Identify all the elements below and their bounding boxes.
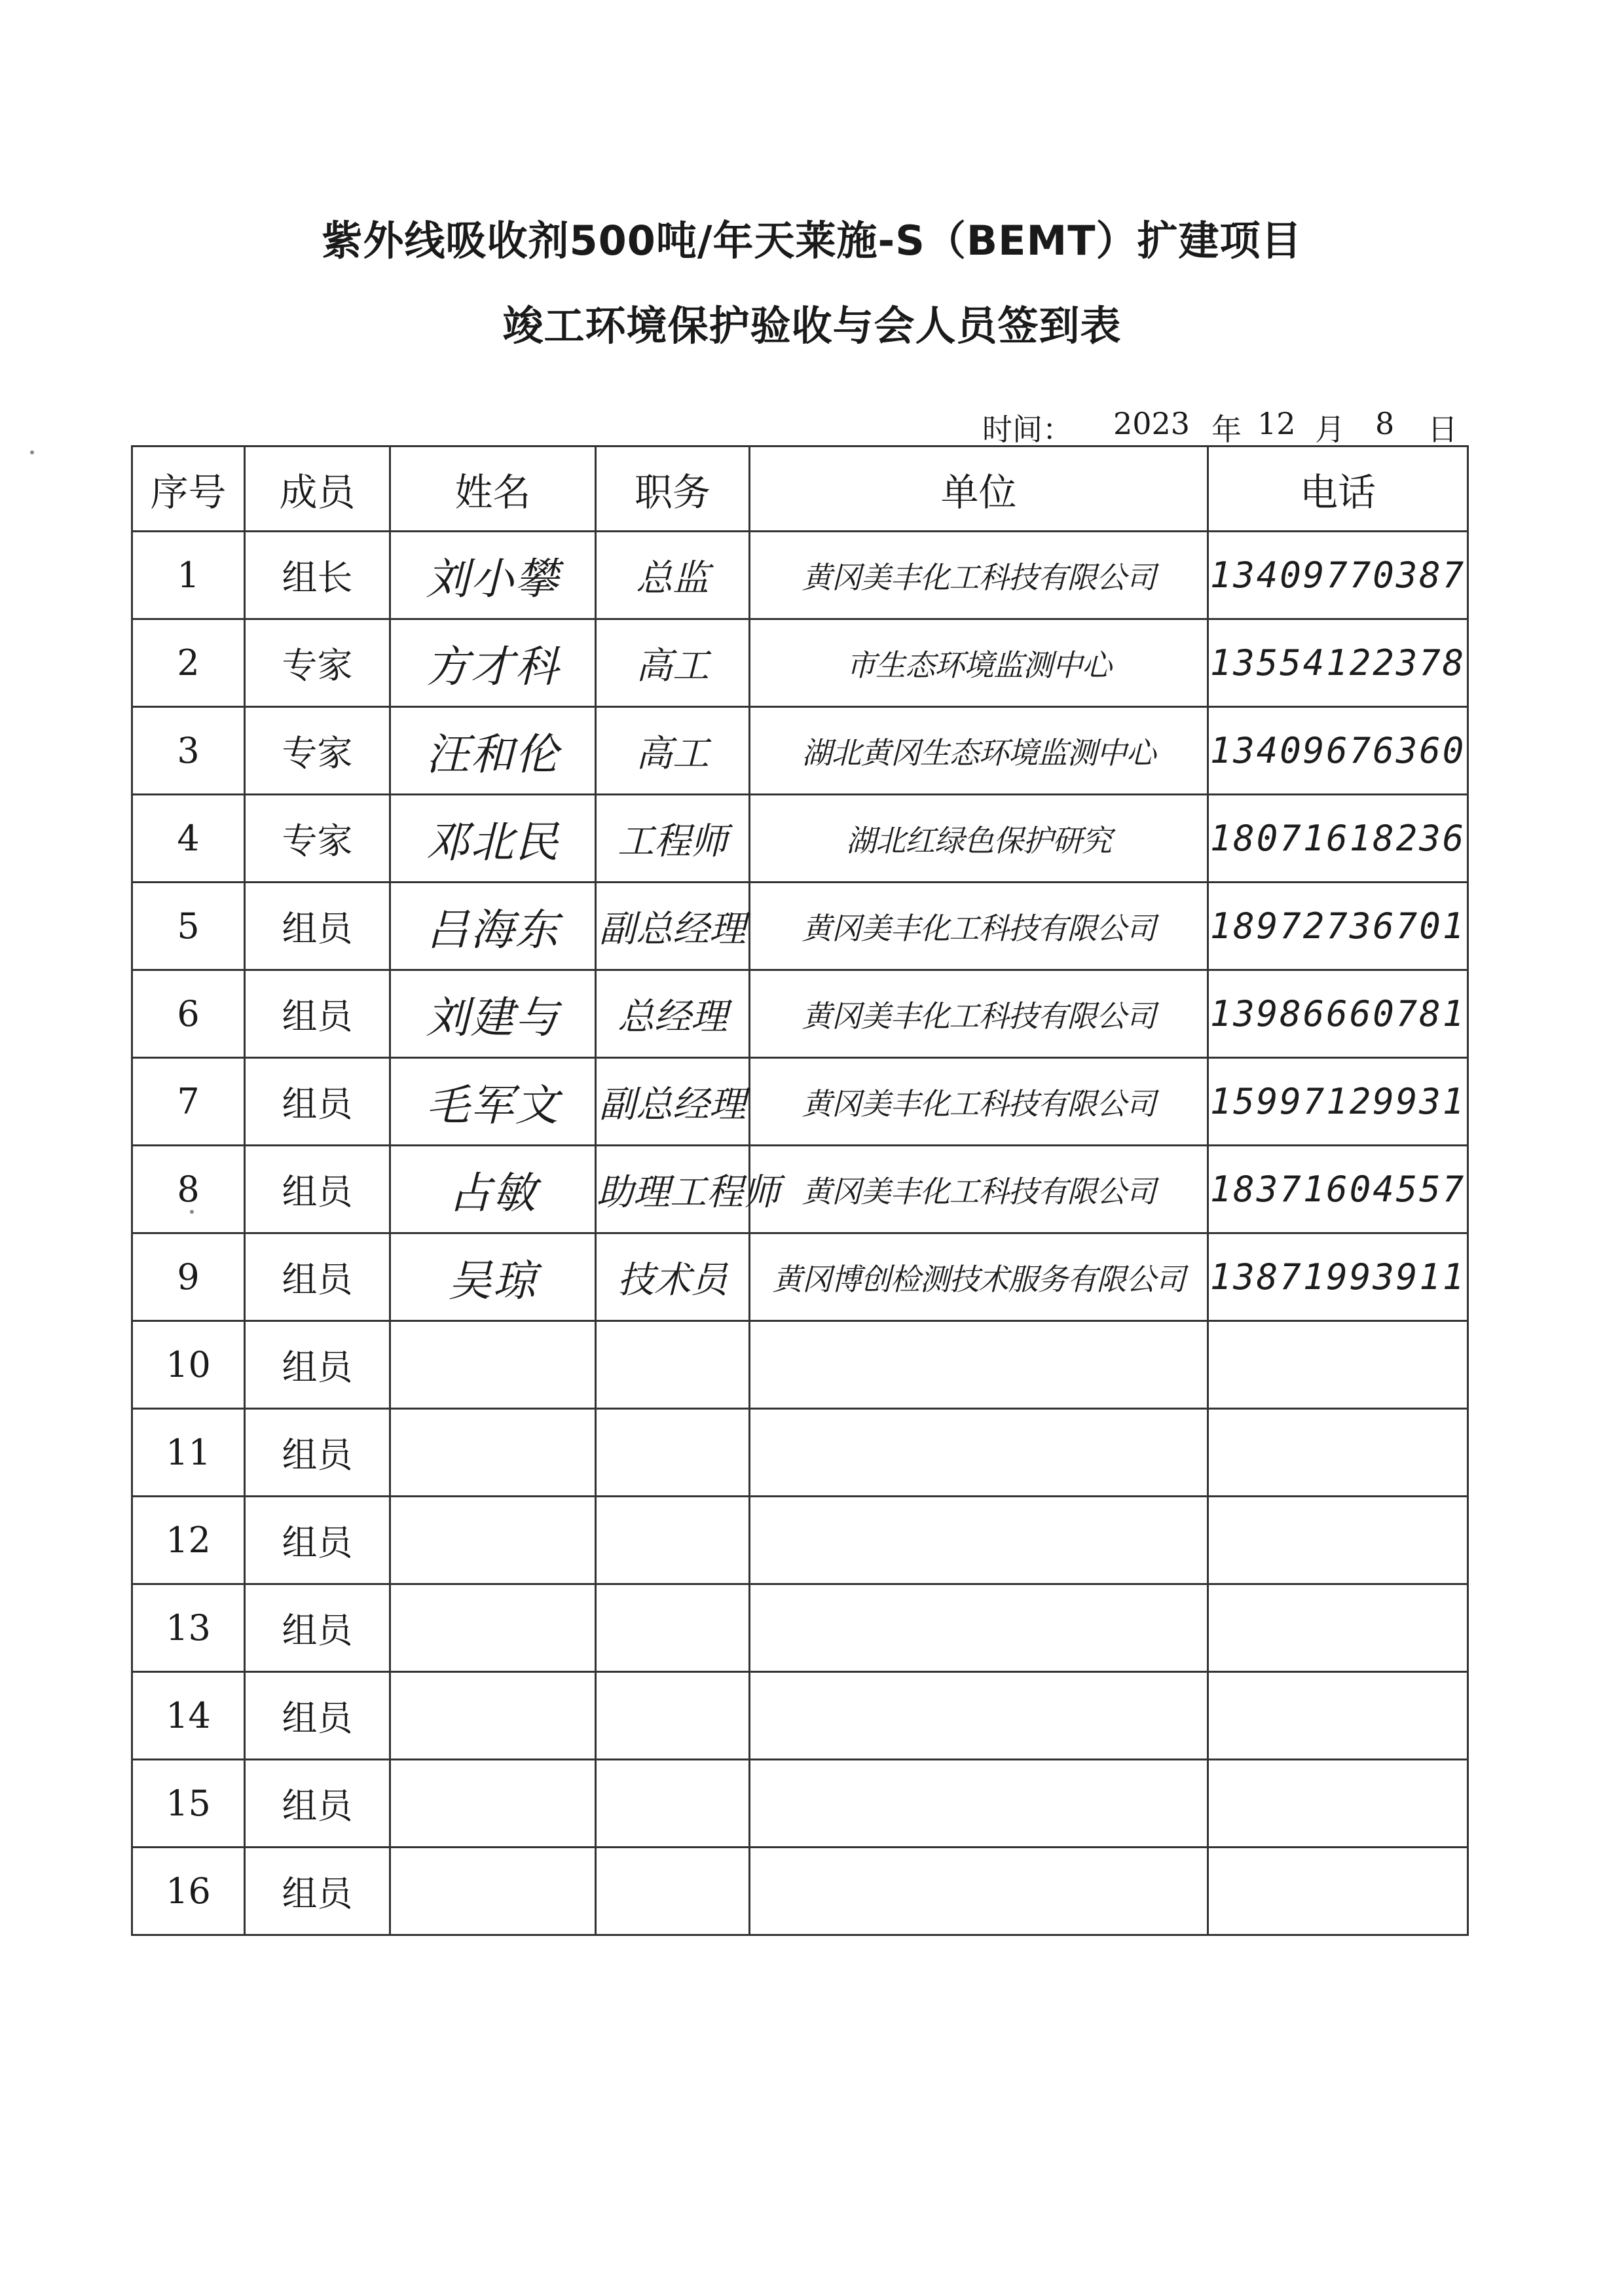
date-line [982,406,1467,445]
table-row [132,1760,1468,1848]
row-role: 专家 [245,707,390,795]
table-row [132,1584,1468,1672]
row-phone [1208,1848,1468,1935]
row-position [596,1848,750,1935]
row-index: 12 [132,1497,245,1584]
table-row [132,1497,1468,1584]
date-label: 时间： [982,412,1073,447]
row-phone: 18371604557 [1208,1146,1468,1233]
row-phone [1208,1760,1468,1848]
row-phone: 13554122378 [1208,619,1468,707]
row-name: 邓北民 [390,795,596,883]
row-index: 5 [132,883,245,970]
row-name: 毛军文 [390,1058,596,1146]
row-phone [1208,1497,1468,1584]
row-position: 工程师 [596,795,750,883]
table-row [132,1321,1468,1409]
row-unit: 黄冈美丰化工科技有限公司 [750,1146,1208,1233]
row-role: 组员 [245,970,390,1058]
document-subtitle: 竣工环境保护验收与会人员签到表 [502,302,1122,350]
row-name: 汪和伦 [390,707,596,795]
row-role: 组员 [245,1760,390,1848]
row-unit: 黄冈美丰化工科技有限公司 [750,883,1208,970]
row-index: 1 [132,532,245,619]
table-row [132,619,1468,707]
table-row [132,707,1468,795]
table-row [132,883,1468,970]
row-name [390,1848,596,1935]
row-unit: 湖北黄冈生态环境监测中心 [750,707,1208,795]
row-unit: 黄冈美丰化工科技有限公司 [750,970,1208,1058]
row-role: 组员 [245,1848,390,1935]
row-index: 9 [132,1233,245,1321]
row-position [596,1497,750,1584]
row-unit: 市生态环境监测中心 [750,619,1208,707]
row-role: 组员 [245,1497,390,1584]
row-name [390,1760,596,1848]
table-row [132,795,1468,883]
row-phone [1208,1672,1468,1760]
row-index: 14 [132,1672,245,1760]
scan-speck [30,450,34,454]
row-unit [750,1409,1208,1497]
row-position: 技术员 [596,1233,750,1321]
row-position: 副总经理 [596,1058,750,1146]
scan-speck [190,1210,194,1214]
row-name: 吕海东 [390,883,596,970]
row-unit [750,1321,1208,1409]
row-phone: 15997129931 [1208,1058,1468,1146]
date-month: 12 [1257,406,1296,441]
row-position: 总监 [596,532,750,619]
table-row [132,532,1468,619]
row-name [390,1497,596,1584]
row-index: 10 [132,1321,245,1409]
row-position: 助理工程师 [596,1146,750,1233]
row-name [390,1321,596,1409]
table-row [132,1146,1468,1233]
row-name: 刘建与 [390,970,596,1058]
row-phone: 18071618236 [1208,795,1468,883]
row-unit: 黄冈美丰化工科技有限公司 [750,532,1208,619]
row-position [596,1409,750,1497]
row-index: 15 [132,1760,245,1848]
row-role: 组员 [245,883,390,970]
row-position [596,1760,750,1848]
row-position [596,1321,750,1409]
row-unit [750,1497,1208,1584]
row-name: 占敏 [390,1146,596,1233]
date-day-unit: 日 [1428,412,1458,447]
row-position [596,1584,750,1672]
row-phone [1208,1321,1468,1409]
row-unit: 黄冈美丰化工科技有限公司 [750,1058,1208,1146]
row-position [596,1672,750,1760]
table-row [132,1409,1468,1497]
row-index: 16 [132,1848,245,1935]
table-row [132,1848,1468,1935]
row-unit: 黄冈博创检测技术服务有限公司 [750,1233,1208,1321]
date-year: 2023 [1113,406,1190,441]
row-role: 专家 [245,795,390,883]
row-unit [750,1848,1208,1935]
row-phone: 13409770387 [1208,532,1468,619]
table-row [132,1233,1468,1321]
header-phone: 电话 [1208,446,1468,532]
table-row [132,970,1468,1058]
row-phone: 18972736701 [1208,883,1468,970]
date-year-unit: 年 [1211,412,1242,447]
row-index: 4 [132,795,245,883]
row-name [390,1584,596,1672]
row-role: 组员 [245,1233,390,1321]
row-unit [750,1584,1208,1672]
header-index: 序号 [132,446,245,532]
row-position: 高工 [596,707,750,795]
row-position: 副总经理 [596,883,750,970]
header-position: 职务 [596,446,750,532]
row-unit [750,1760,1208,1848]
row-position: 总经理 [596,970,750,1058]
row-name [390,1409,596,1497]
date-day: 8 [1375,406,1395,441]
row-unit: 湖北红绿色保护研究 [750,795,1208,883]
row-role: 组员 [245,1672,390,1760]
row-name: 吴琼 [390,1233,596,1321]
row-phone: 13871993911 [1208,1233,1468,1321]
header-unit: 单位 [750,446,1208,532]
row-index: 2 [132,619,245,707]
row-role: 专家 [245,619,390,707]
header-name: 姓名 [390,446,596,532]
table-row [132,1672,1468,1760]
row-role: 组员 [245,1409,390,1497]
row-phone: 13409676360 [1208,707,1468,795]
table-header-row [132,446,1468,532]
row-index: 13 [132,1584,245,1672]
row-index: 8 [132,1146,245,1233]
row-index: 7 [132,1058,245,1146]
row-role: 组长 [245,532,390,619]
row-index: 6 [132,970,245,1058]
table-row [132,1058,1468,1146]
row-role: 组员 [245,1058,390,1146]
row-index: 3 [132,707,245,795]
row-name: 方才科 [390,619,596,707]
document-title: 紫外线吸收剂500吨/年天莱施-S（BEMT）扩建项目 [322,217,1302,264]
row-role: 组员 [245,1146,390,1233]
row-phone [1208,1584,1468,1672]
row-name: 刘小攀 [390,532,596,619]
row-phone: 13986660781 [1208,970,1468,1058]
row-role: 组员 [245,1321,390,1409]
row-unit [750,1672,1208,1760]
row-index: 11 [132,1409,245,1497]
row-name [390,1672,596,1760]
header-role: 成员 [245,446,390,532]
row-role: 组员 [245,1584,390,1672]
row-phone [1208,1409,1468,1497]
row-position: 高工 [596,619,750,707]
date-month-unit: 月 [1315,412,1345,447]
signin-table [131,445,1469,1936]
